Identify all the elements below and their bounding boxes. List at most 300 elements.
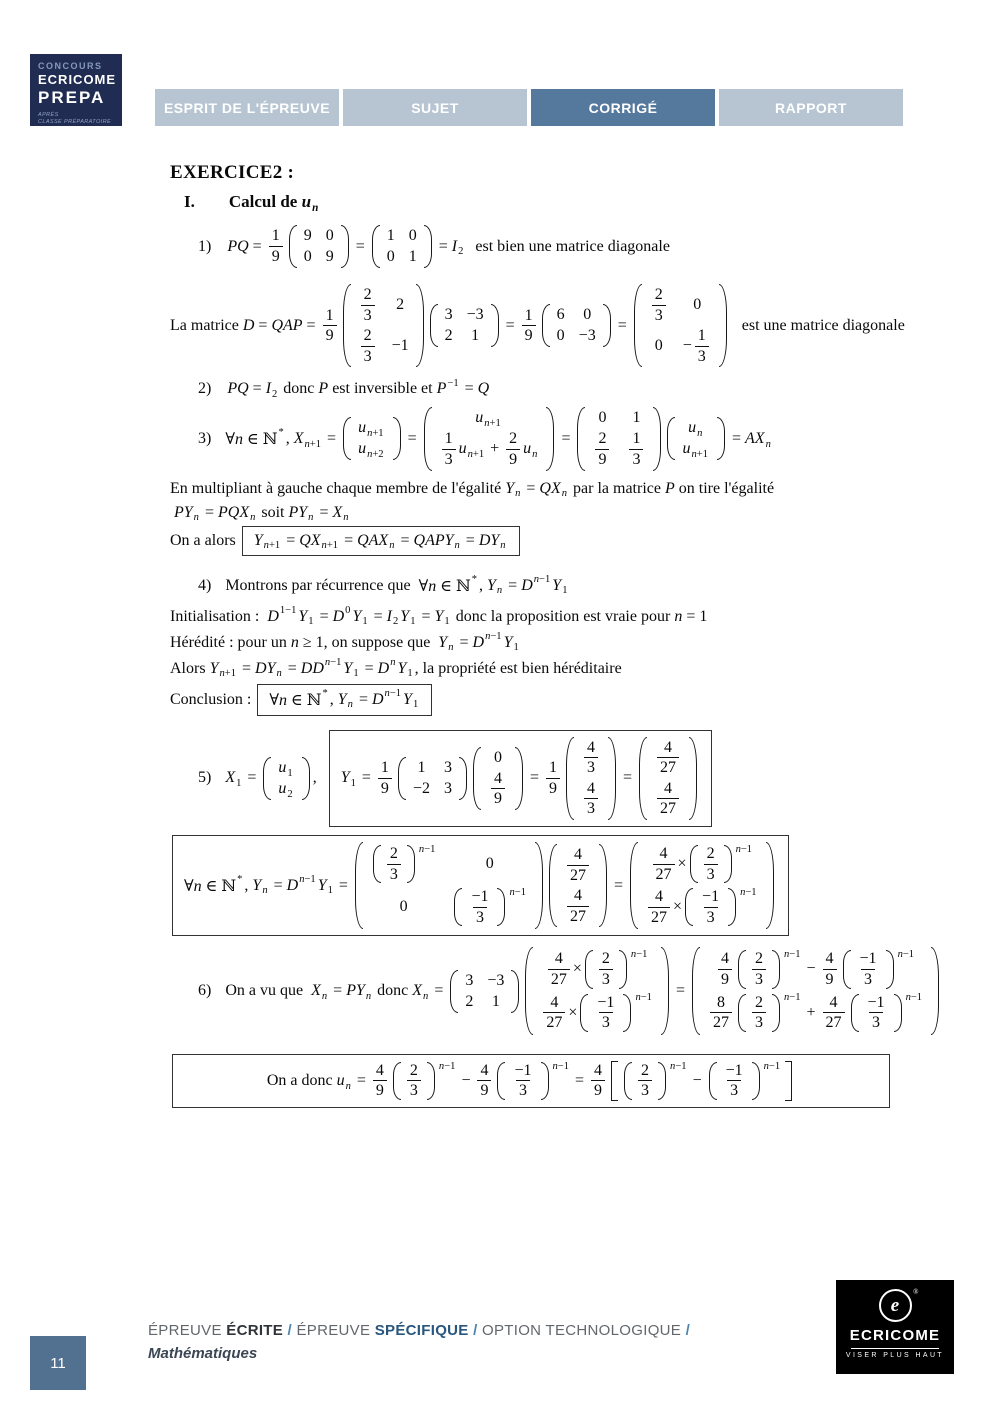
denominator <box>407 1080 421 1100</box>
math-text: = <box>351 237 369 255</box>
paren-content <box>403 1061 425 1101</box>
math-text: 0 <box>583 306 592 324</box>
text: Montrons par récurrence que <box>225 576 419 594</box>
math-text: 4 <box>594 1061 603 1079</box>
math-text: 4 <box>480 1061 489 1079</box>
math-text: 0 <box>693 296 702 314</box>
subscript: n <box>276 668 282 680</box>
left-paren-icon <box>580 994 588 1032</box>
denominator <box>567 906 589 926</box>
denominator <box>861 969 875 989</box>
math-text: 2 <box>363 327 372 345</box>
matrix-cell <box>487 972 504 990</box>
denominator <box>361 346 375 366</box>
text: Conclusion : <box>170 690 256 708</box>
matrix-grid <box>649 736 687 821</box>
ecricome-brand-logo <box>836 1280 954 1374</box>
matrix-cell <box>581 739 601 777</box>
text: est bien une matrice diagonale <box>475 237 670 255</box>
math-text: 3 <box>465 971 474 989</box>
left-paren-icon <box>393 1062 401 1100</box>
numerator <box>552 950 566 969</box>
text: par la matrice <box>569 479 665 497</box>
right-paren-icon <box>619 950 627 988</box>
matrix-grid <box>382 224 422 269</box>
fraction <box>704 845 718 883</box>
fraction <box>648 888 670 926</box>
fraction <box>657 780 679 818</box>
math-text: = I <box>434 237 458 255</box>
right-paren-icon <box>772 994 780 1032</box>
right-paren-icon <box>511 970 519 1013</box>
superscript: n−1 <box>384 687 402 699</box>
subscript: n <box>423 990 429 1002</box>
matrix-cell <box>444 759 452 777</box>
numerator <box>407 1062 421 1081</box>
math-text: u <box>475 409 484 427</box>
left-paren-icon <box>373 845 381 883</box>
math-text: 4 <box>573 887 582 905</box>
math-text: −3 <box>466 306 484 324</box>
numerator <box>752 950 766 969</box>
math-text: + <box>486 440 504 458</box>
math-text: 3 <box>706 908 715 926</box>
matrix-grid <box>353 283 414 368</box>
numerator <box>522 307 536 326</box>
text: On a vu que <box>225 982 312 999</box>
subscript: n <box>345 1080 351 1092</box>
math-text: 0 <box>386 248 395 265</box>
math-text: 3 <box>409 1082 418 1100</box>
math-group <box>278 780 294 798</box>
left-paren-icon <box>289 225 297 268</box>
math-text: ∀n ∈ ℕ <box>269 691 322 709</box>
paren-content <box>853 949 884 989</box>
superscript: n−1 <box>418 843 436 855</box>
left-paren-icon <box>690 845 698 883</box>
boxed-formula <box>257 684 432 716</box>
right-paren-icon <box>653 407 661 470</box>
numerator <box>546 759 560 778</box>
math-text: 0 <box>556 327 565 345</box>
paren-content <box>464 887 495 927</box>
denominator <box>657 757 679 777</box>
text: est une matrice diagonale <box>741 316 905 334</box>
subscript: n+1 <box>263 540 281 552</box>
numerator <box>387 845 401 864</box>
left-paren-icon <box>738 994 746 1032</box>
math-group <box>439 430 540 468</box>
left-paren-icon <box>851 994 859 1032</box>
matrix-cell <box>564 887 592 925</box>
paren-content <box>861 993 892 1033</box>
right-paren-icon <box>608 737 616 820</box>
subscript: 1 <box>327 885 333 897</box>
text: Calcul de <box>228 192 302 211</box>
matrix <box>542 303 611 348</box>
fraction <box>361 327 375 365</box>
denominator <box>387 864 401 884</box>
superscript: * <box>237 873 243 885</box>
left-paren-icon <box>639 737 647 820</box>
denominator <box>323 325 337 345</box>
brand-name: ECRICOME <box>849 1327 941 1344</box>
math-text: 0 <box>303 248 312 265</box>
fraction <box>378 759 392 797</box>
math-text: = <box>613 316 631 334</box>
math-text: 2 <box>601 950 610 968</box>
concours-ecricome-prepa-logo <box>30 54 122 126</box>
paren-content <box>695 887 726 927</box>
logo-subtitle-apres: APRÈS <box>38 112 59 118</box>
right-paren-icon <box>424 225 432 268</box>
superscript: 1−1 <box>279 604 297 616</box>
tab-rapport[interactable]: RAPPORT <box>719 89 903 126</box>
math-text: −1 <box>597 993 615 1011</box>
left-paren-icon <box>709 1062 717 1100</box>
math-text: 1 <box>325 306 334 324</box>
math-text: X <box>225 769 236 787</box>
math-text: 27 <box>651 908 668 926</box>
subscript: n <box>448 642 454 654</box>
matrix-cell <box>417 759 425 777</box>
footer-line1 <box>148 1322 690 1339</box>
math-text: 1 <box>471 327 480 345</box>
left-paren-icon <box>630 842 638 929</box>
matrix <box>343 283 424 368</box>
math-text: 3 <box>697 347 706 365</box>
step-2 <box>198 377 890 401</box>
matrix-cell <box>645 887 759 927</box>
text: I. <box>184 192 195 211</box>
matrix-cell <box>655 337 663 355</box>
numerator <box>857 950 880 969</box>
math-text: = QX <box>282 531 321 549</box>
denominator <box>823 969 837 989</box>
matrix-cell <box>557 306 565 324</box>
math-text: D <box>267 607 279 625</box>
math-group <box>370 844 438 884</box>
denominator <box>477 1080 491 1100</box>
denominator <box>823 1012 845 1032</box>
matrix-cell <box>626 430 646 468</box>
subscript: 1 <box>362 616 368 628</box>
math-text: ∀n ∈ ℕ <box>225 430 278 448</box>
matrix-cell <box>392 337 409 355</box>
matrix-grid <box>365 841 533 930</box>
numerator <box>652 286 666 305</box>
matrix <box>634 283 727 368</box>
left-paren-icon <box>549 844 557 927</box>
matrix-cell <box>358 419 386 440</box>
numerator <box>361 286 375 305</box>
numerator <box>661 780 675 799</box>
math-text: = <box>571 1071 589 1089</box>
math-group <box>707 993 924 1033</box>
denominator <box>652 305 666 325</box>
math-text: u <box>278 758 287 776</box>
subscript: 1 <box>353 668 359 680</box>
paren-content <box>507 1061 538 1101</box>
math-text: 0 <box>485 855 494 873</box>
math-text: 3 <box>475 908 484 926</box>
math-text: = D <box>269 876 299 894</box>
superscript: n−1 <box>897 949 915 961</box>
brand-tagline: VISER PLUS HAUT <box>845 1352 945 1359</box>
math-text: = <box>352 1071 370 1089</box>
math-text: 4 <box>375 1061 384 1079</box>
footer-subject: Mathématiques <box>148 1345 258 1362</box>
numerator <box>657 845 671 864</box>
left-paren-icon <box>424 407 432 470</box>
math-text: 3 <box>443 779 452 797</box>
matrix <box>525 946 669 1035</box>
footer-segment-3: ÉPREUVE <box>296 1322 375 1339</box>
math-text: ∀n ∈ ℕ <box>184 877 237 895</box>
subscript: n+1 <box>484 418 501 430</box>
math-text: = QX <box>522 479 561 497</box>
text: , la propriété est bien héréditaire <box>414 659 622 677</box>
left-bracket-icon <box>611 1061 618 1101</box>
tab-sujet[interactable]: SUJET <box>343 89 527 126</box>
math-text: 3 <box>601 970 610 988</box>
math-text: 27 <box>546 1014 563 1032</box>
math-text: 1 <box>408 248 417 265</box>
right-paren-icon <box>661 947 669 1034</box>
matrix-grid <box>434 406 545 471</box>
subscript: n <box>308 512 314 524</box>
fraction <box>373 1062 387 1100</box>
paren-group <box>709 1061 760 1101</box>
math-text: n ≥ 1 <box>290 633 324 651</box>
subscript: n <box>343 512 349 524</box>
fraction <box>652 286 666 324</box>
footer-segment-0: ÉPREUVE <box>148 1322 227 1339</box>
right-paren-icon <box>407 845 415 883</box>
math-text: Y <box>438 633 448 651</box>
superscript: n−1 <box>509 886 526 898</box>
numerator <box>704 845 718 864</box>
math-text: = D <box>455 633 485 651</box>
superscript: n−1 <box>299 873 316 885</box>
left-paren-icon <box>738 950 746 988</box>
math-text: = D <box>504 576 533 594</box>
matrix-cell <box>632 409 640 427</box>
denominator <box>584 798 598 818</box>
numerator <box>827 994 841 1013</box>
math-text: 2 <box>396 296 405 314</box>
subscript: n <box>454 540 460 552</box>
math-text: −1 <box>391 337 409 355</box>
right-paren-icon <box>603 304 611 347</box>
denominator <box>546 778 560 798</box>
subscript: n+1 <box>367 428 384 440</box>
math-text: 4 <box>664 779 673 797</box>
math-group <box>645 887 759 927</box>
math-text: 6 <box>556 306 565 324</box>
math-text: 4 <box>586 779 595 797</box>
denominator <box>648 907 670 927</box>
fraction <box>584 780 598 818</box>
math-text: 9 <box>548 779 557 797</box>
fraction <box>387 845 401 883</box>
math-text: 1 <box>271 227 280 245</box>
math-text: = X <box>315 503 343 521</box>
subscript: 2 <box>393 616 399 628</box>
math-text: = <box>557 429 575 447</box>
matrix <box>450 969 519 1014</box>
page-number: 11 <box>30 1336 86 1390</box>
left-paren-icon <box>634 284 642 367</box>
math-text: 1 <box>548 759 557 777</box>
numerator <box>661 739 675 758</box>
right-paren-icon <box>427 1062 435 1100</box>
math-text: PQ = <box>227 237 266 255</box>
paren-group <box>738 949 780 989</box>
subscript: n <box>515 488 521 500</box>
numerator <box>699 888 722 907</box>
numerator <box>547 994 561 1013</box>
math-text: 27 <box>569 866 586 884</box>
subscript: n <box>262 885 268 897</box>
subscript: n <box>389 540 395 552</box>
math-text: + <box>802 1003 820 1021</box>
math-group <box>683 327 712 365</box>
math-text: X <box>311 982 321 999</box>
left-paren-icon <box>667 417 675 460</box>
matrix-cell <box>492 993 500 1011</box>
math-text: X <box>412 982 423 999</box>
superscript: n−1 <box>485 630 502 642</box>
math-text: 9 <box>380 779 389 797</box>
subscript: n <box>765 438 771 450</box>
numerator <box>491 770 505 789</box>
matrix-cell <box>444 780 452 798</box>
math-text: D = QAP = <box>242 316 320 334</box>
paren-group <box>624 1061 666 1101</box>
tab-corrige[interactable]: CORRIGÉ <box>531 89 715 126</box>
superscript: n−1 <box>670 1060 687 1072</box>
math-text: 4 <box>664 738 673 756</box>
math-text: 3 <box>586 800 595 818</box>
tab-esprit-de-l-epreuve[interactable]: ESPRIT DE L'ÉPREUVE <box>155 89 339 126</box>
step-4 <box>198 573 890 597</box>
subscript: 1 <box>444 616 450 628</box>
left-paren-icon <box>343 284 351 367</box>
left-paren-icon <box>692 947 700 1034</box>
math-text: 0 <box>598 409 607 427</box>
math-text: P <box>664 479 675 497</box>
numerator <box>571 887 585 906</box>
boxed-recurrence-relation <box>170 526 890 556</box>
right-paren-icon <box>341 225 349 268</box>
math-text: 1 <box>491 992 500 1010</box>
denominator <box>491 788 505 808</box>
superscript: 0 <box>345 604 351 616</box>
math-text: = AX <box>727 429 765 447</box>
math-text: 2 <box>754 950 763 968</box>
subscript: 1 <box>287 767 293 779</box>
math-text: 9 <box>825 970 834 988</box>
math-text: −1 <box>859 950 877 968</box>
fraction <box>657 739 679 777</box>
math-text: −1 <box>867 993 885 1011</box>
superscript: * <box>278 427 284 439</box>
math-text: n = 1 <box>674 607 708 625</box>
footer-segment-7: / <box>681 1322 691 1339</box>
fraction <box>567 887 589 925</box>
math-text: 9 <box>598 450 607 468</box>
matrix-cell <box>693 296 701 314</box>
math-text: 4 <box>720 950 729 968</box>
right-paren-icon <box>724 845 732 883</box>
math-text: P <box>436 380 447 398</box>
denominator <box>752 1012 766 1032</box>
text: 5) <box>198 769 212 787</box>
text: 4) <box>198 576 212 594</box>
matrix-cell <box>650 844 755 884</box>
numerator <box>599 950 613 969</box>
subscript: n <box>500 540 506 552</box>
logo-subtitle-classe: CLASSE PRÉPARATOIRE <box>38 119 112 126</box>
math-text: = D <box>360 659 390 677</box>
math-text: = PY <box>329 982 365 999</box>
matrix-cell <box>564 846 592 884</box>
math-text: 1 <box>632 430 641 448</box>
denominator <box>543 1012 565 1032</box>
math-text: −1 <box>702 888 720 906</box>
matrix-cell <box>494 749 502 767</box>
fraction <box>407 1062 421 1100</box>
math-text: 27 <box>655 865 672 883</box>
step-1 <box>198 224 890 269</box>
superscript: n−1 <box>763 1060 781 1072</box>
fraction <box>522 307 536 345</box>
denominator <box>522 325 536 345</box>
left-paren-icon <box>497 1062 505 1100</box>
denominator <box>378 778 392 798</box>
left-paren-icon <box>542 304 550 347</box>
math-text: = <box>618 769 637 787</box>
math-text: 27 <box>660 759 677 777</box>
right-paren-icon <box>546 407 554 470</box>
fraction <box>506 430 520 468</box>
right-paren-icon <box>689 737 697 820</box>
fraction <box>361 286 375 324</box>
section-heading <box>184 192 890 212</box>
bracket-group <box>611 1060 792 1102</box>
matrix-cell <box>688 419 704 440</box>
math-text: Y <box>317 876 327 894</box>
matrix <box>639 736 697 821</box>
math-text: 9 <box>325 327 334 345</box>
math-text: 9 <box>375 1082 384 1100</box>
paren-content <box>383 844 405 884</box>
subscript: n <box>250 512 256 524</box>
numerator <box>571 846 585 865</box>
heredite <box>170 630 890 654</box>
math-text: 3 <box>363 347 372 365</box>
paren-group <box>393 1061 435 1101</box>
superscript: n−1 <box>783 992 801 1004</box>
matrix-grid <box>576 736 606 821</box>
text: on tire l'égalité <box>674 479 775 497</box>
math-text: 4 <box>659 844 668 862</box>
subscript: n+1 <box>219 668 236 680</box>
numerator <box>638 1062 652 1081</box>
text: soit <box>257 503 289 521</box>
subscript: 1 <box>350 778 356 790</box>
